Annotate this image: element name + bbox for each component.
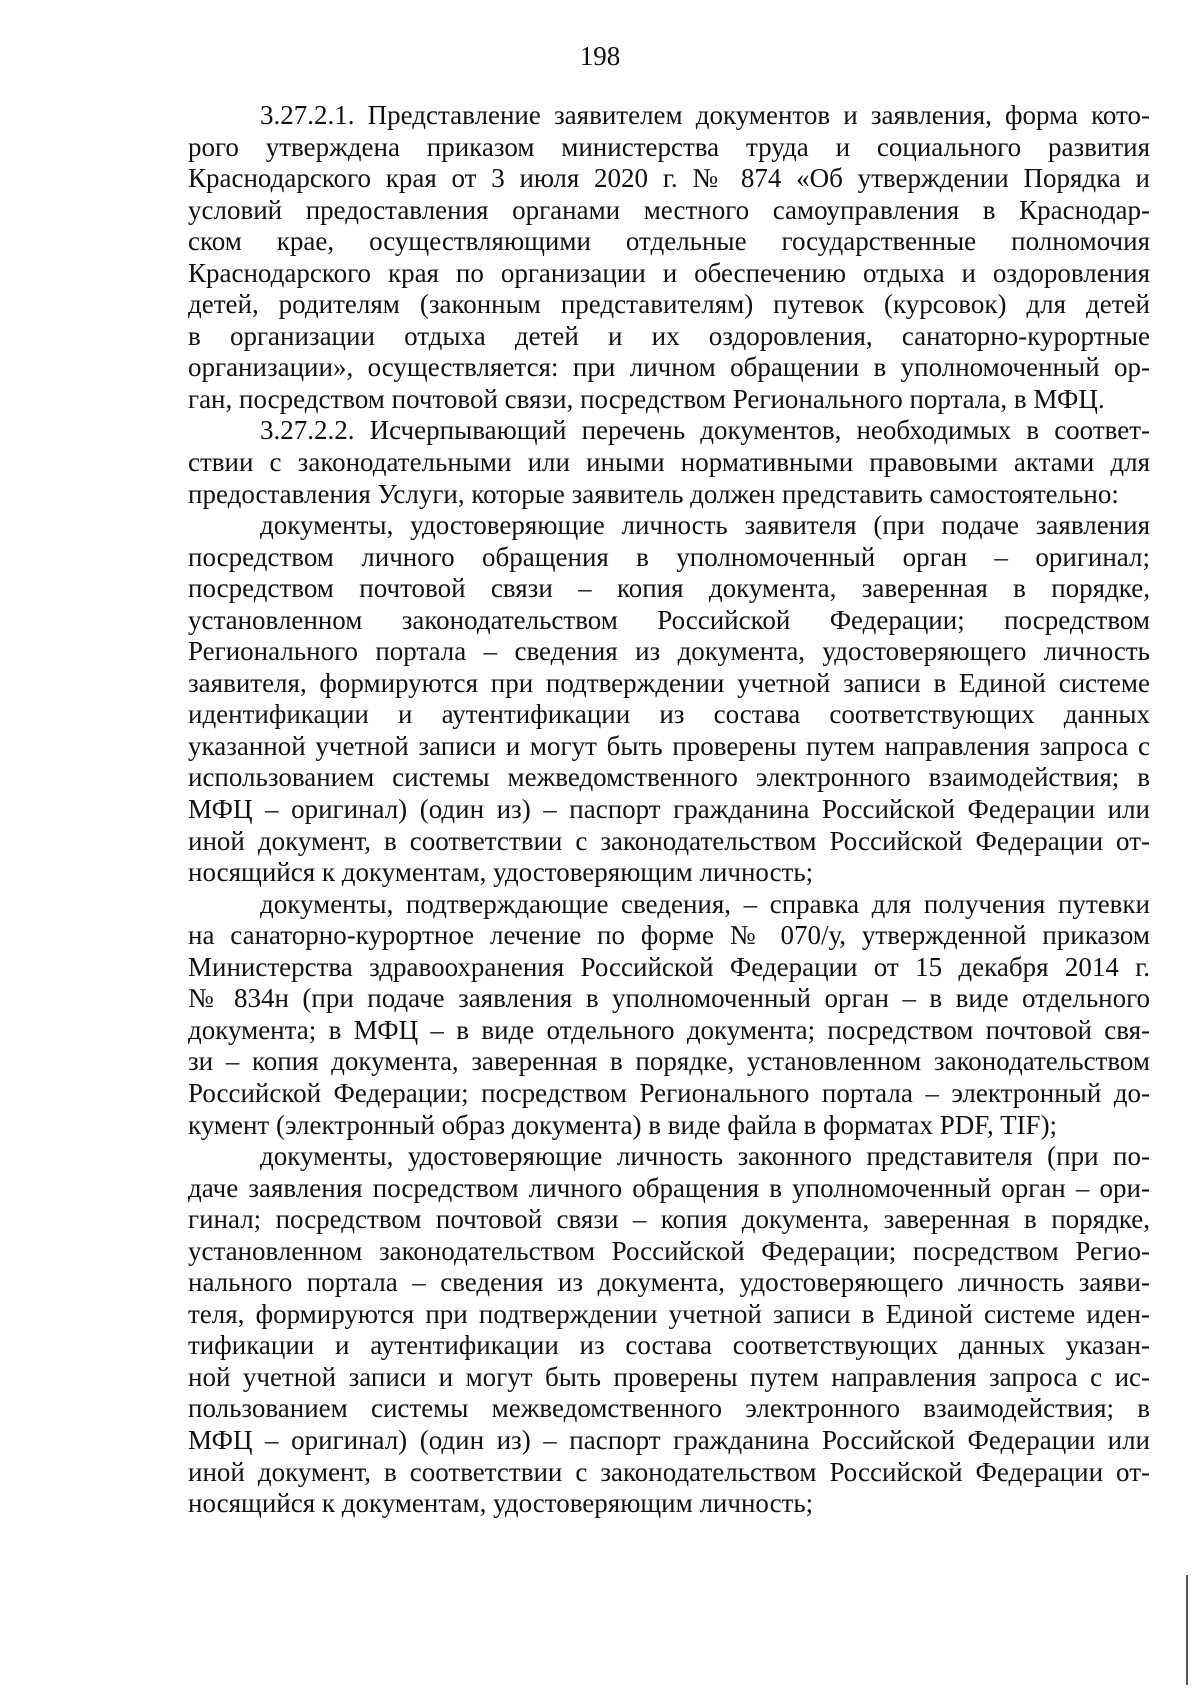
text-line: заявителя, формируются при подтверждении учетной записи в Единой системе: [188, 667, 1150, 698]
text-line: ган, посредством почтовой связи, посредством Регионального портала, в МФЦ.: [188, 383, 1105, 414]
text-line: ствии с законодательными или иными нормативными правовыми актами для: [188, 447, 1150, 478]
text-line: 3.27.2.1. Представление заявителем документов и заявления, форма кото-: [260, 100, 1150, 130]
text-line: детей, родителям (законным представителям) путевок (курсовок) для детей: [188, 289, 1150, 320]
text-line: документы, подтверждающие сведения, – справка для получения путевки: [260, 888, 1150, 919]
text-line: документа; в МФЦ – в виде отдельного документа; посредством почтовой свя-: [188, 1014, 1150, 1045]
text-line: кумент (электронный образ документа) в виде файла в форматах PDF, TIF);: [188, 1109, 1058, 1140]
text-line: Регионального портала – сведения из документа, удостоверяющего личность: [188, 636, 1150, 667]
text-line: установленном законодательством Российской Федерации; посредством: [188, 604, 1150, 635]
text-line: № 834н (при подаче заявления в уполномоченный орган – в виде отдельного: [188, 983, 1150, 1014]
text-line: Министерства здравоохранения Российской Федерации от 15 декабря 2014 г.: [188, 951, 1150, 982]
text-line: посредством почтовой связи – копия документа, заверенная в порядке,: [188, 573, 1150, 604]
text-line: пользованием системы межведомственного электронного взаимодействия; в: [188, 1393, 1150, 1424]
text-line: организации», осуществляется: при личном обращении в уполномоченный ор-: [188, 352, 1150, 383]
text-line: иной документ, в соответствии с законодательством Российской Федерации от-: [188, 1456, 1150, 1487]
text-line: теля, формируются при подтверждении учетной записи в Единой системе иден-: [188, 1298, 1150, 1329]
text-line: Российской Федерации; посредством Регионального портала – электронный до-: [188, 1077, 1150, 1108]
text-line: условий предоставления органами местного самоуправления в Краснодар-: [188, 194, 1150, 225]
text-line: указанной учетной записи и могут быть проверены путем направления запроса с: [188, 730, 1150, 761]
text-line: документы, удостоверяющие личность заявителя (при подаче заявления: [260, 510, 1150, 541]
text-line: тификации и аутентификации из состава соответствующих данных указан-: [188, 1330, 1150, 1361]
text-line: посредством личного обращения в уполномоченный орган – оригинал;: [188, 541, 1150, 572]
document-body: [188, 100, 1150, 1520]
text-line: на санаторно-курортное лечение по форме № 070/у, утвержденной приказом: [188, 920, 1150, 951]
text-line: ском крае, осуществляющими отдельные государственные полномочия: [188, 226, 1150, 257]
text-line: Краснодарского края от 3 июля 2020 г. № 874 «Об утверждении Порядка и: [188, 163, 1150, 194]
scan-edge-mark: [1186, 1575, 1188, 1685]
text-line: рого утверждена приказом министерства труда и социального развития: [188, 131, 1150, 162]
text-line: Краснодарского края по организации и обеспечению отдыха и оздоровления: [188, 257, 1150, 288]
text-line: даче заявления посредством личного обращения в уполномоченный орган – ори-: [188, 1172, 1150, 1203]
text-line: установленном законодательством Российской Федерации; посредством Регио-: [188, 1235, 1150, 1266]
text-line: документы, удостоверяющие личность законного представителя (при по-: [260, 1141, 1150, 1172]
text-line: гинал; посредством почтовой связи – копия документа, заверенная в порядке,: [188, 1204, 1150, 1235]
text-line: МФЦ – оригинал) (один из) – паспорт гражданина Российской Федерации или: [188, 1424, 1150, 1455]
text-line: 3.27.2.2. Исчерпывающий перечень документов, необходимых в соответ-: [260, 415, 1150, 446]
text-line: иной документ, в соответствии с законодательством Российской Федерации от-: [188, 825, 1150, 856]
text-line: использованием системы межведомственного электронного взаимодействия; в: [188, 762, 1150, 793]
page-number: 198: [579, 41, 621, 71]
text-line: носящийся к документам, удостоверяющим личность;: [188, 857, 814, 888]
text-line: нального портала – сведения из документа, удостоверяющего личность заяви-: [188, 1267, 1150, 1298]
text-line: ной учетной записи и могут быть проверены путем направления запроса с ис-: [188, 1361, 1150, 1392]
text-line: носящийся к документам, удостоверяющим личность;: [188, 1488, 814, 1519]
text-line: в организации отдыха детей и их оздоровления, санаторно-курортные: [188, 320, 1150, 351]
text-line: идентификации и аутентификации из состава соответствующих данных: [188, 699, 1150, 730]
text-line: зи – копия документа, заверенная в порядке, установленном законодательством: [188, 1046, 1150, 1077]
text-line: МФЦ – оригинал) (один из) – паспорт гражданина Российской Федерации или: [188, 794, 1150, 825]
text-line: предоставления Услуги, которые заявитель должен представить самостоятельно:: [188, 478, 1119, 509]
